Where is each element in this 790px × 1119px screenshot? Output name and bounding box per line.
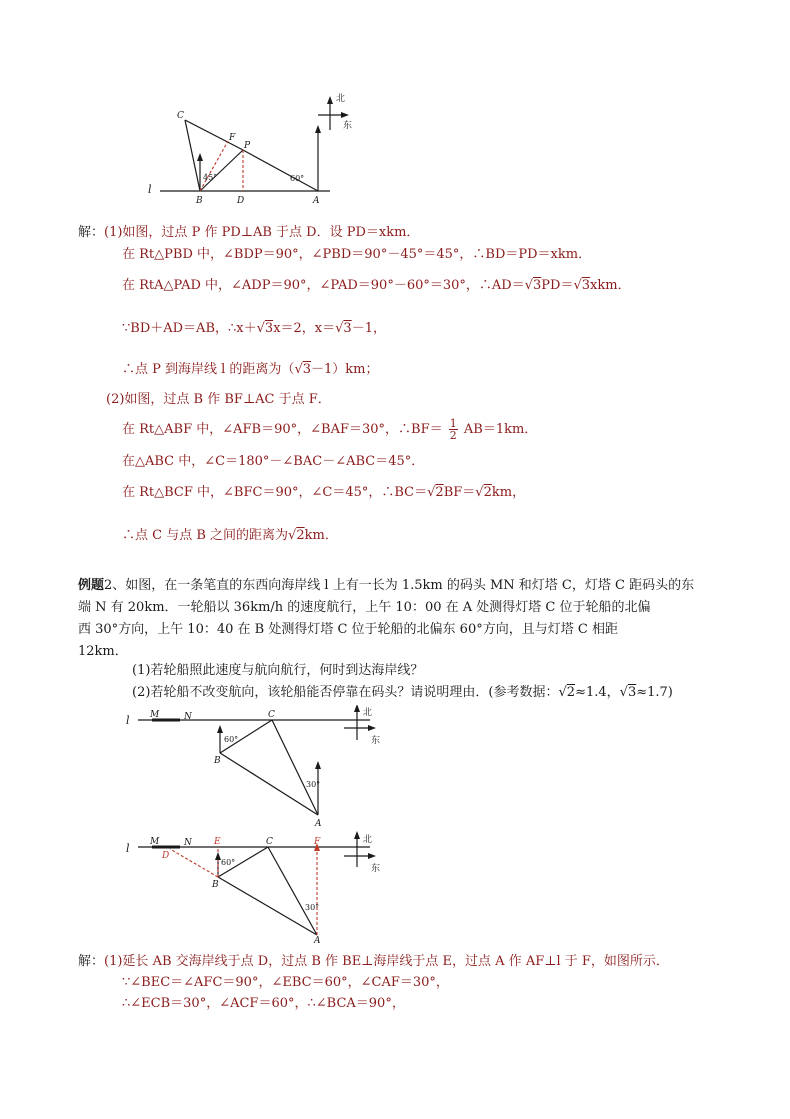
label-A: A [314,936,321,945]
solution-1-line-6: (2)如图，过点 B 作 BF⊥AC 于点 F． [106,392,331,407]
sqrt-symbol: √3 [294,362,312,377]
label-A: A [313,196,320,206]
figure-3 [120,830,390,945]
sqrt-symbol: √2 [475,485,492,500]
north-label: 北 [363,708,373,718]
example-2-line-3: 西 30°方向，上午 10：40 在 B 处测得灯塔 C 位于轮船的北偏东 60°方向，且与灯塔 C 相距 [78,622,618,637]
solution-1-line-9: 在 Rt△BCF 中，∠BFC＝90°，∠C＝45°，∴BC＝√2BF＝√2km， [122,485,526,500]
label-D: D [237,196,245,206]
north-label: 北 [336,94,346,104]
east-label: 东 [371,736,381,746]
label-F: F [229,133,236,143]
solution-1-line-3: 在 RtA△PAD 中，∠ADP＝90°，∠PAD＝90°－60°＝30°，∴AD＝√3PD＝√3xkm． [122,278,631,293]
solution-1-line-8: 在△ABC 中，∠C＝180°－∠BAC－∠ABC＝45°． [122,454,425,469]
example-2-line-1: 例题2、如图，在一条笔直的东西向海岸线 l 上有一长为 1.5km 的码头 MN 和灯塔 C，灯塔 C 距码头的东 [78,578,695,593]
sqrt-symbol: √3 [619,685,637,700]
sqrt-symbol: √3 [524,278,542,293]
sqrt-symbol: √3 [256,321,274,336]
sqrt-symbol: √2 [288,528,305,543]
seg-BD-dashed [170,849,218,877]
label-B: B [196,196,203,206]
label-B: B [212,880,219,890]
solution-1-line-4: ∵BD＋AD＝AB，∴x＋√3x＝2，x＝√3－1， [122,321,386,336]
angle-45: 45° [203,173,218,182]
sqrt-symbol: √3 [573,278,591,293]
north-label: 北 [363,835,373,845]
label-P: P [244,141,251,151]
example-2-question-2: (2)若轮船不改变航向，该轮船能否停靠在码头？请说明理由．(参考数据：√2≈1.4，√3≈1.7) [132,685,673,700]
sqrt-symbol: √2 [558,685,576,700]
seg-BA [218,877,320,935]
angle-60: 60° [290,174,305,183]
label-N: N [184,712,192,722]
angle-30: 30° [305,903,320,912]
fraction-half: $\frac{1}{2}$ [449,417,457,442]
sqrt-symbol: √3 [335,321,352,336]
seg-CA [268,847,320,935]
example-2-line-2: 端 N 有 20km．一轮船以 36km/h 的速度航行，上午 10：00 在 A 处测得灯塔 C 位于轮船的北偏 [78,600,651,615]
label-C: C [266,837,273,847]
solution-1-line-10: ∴点 C 与点 B 之间的距离为√2km． [122,528,338,543]
seg-PA [243,150,318,191]
solution-1-line-2: 在 Rt△PBD 中，∠BDP＝90°，∠PBD＝90°－45°＝45°，∴BD＝PD＝xkm． [122,247,592,262]
solution-2-line-3: ∴∠ECB＝30°，∠ACF＝60°，∴∠BCA＝90°， [122,996,405,1011]
solution-1-line-7: 在 Rt△ABF 中，∠AFB＝90°，∠BAF＝30°，∴BF＝ $\frac{1}{2}$ AB＝1km． [122,417,538,442]
angle-60: 60° [224,735,239,744]
label-B: B [214,756,221,766]
figure-1 [140,85,370,210]
figure-2 [120,705,390,830]
solution-2-line-1: 解：(1)延长 AB 交海岸线于点 D，过点 B 作 BE⊥海岸线于点 E，过点 A 作 AF⊥l 于 F，如图所示． [78,954,669,969]
solution-1-line-5: ∴点 P 到海岸线 l 的距离为（√3－1）km； [122,362,379,377]
label-C: C [177,111,184,121]
label-D: D [162,851,170,861]
east-label: 东 [343,121,353,131]
label-C: C [268,710,275,720]
solution-2-line-2: ∵∠BEC＝∠AFC＝90°，∠EBC＝60°，∠CAF＝30°， [122,975,449,990]
sqrt-symbol: √2 [427,485,444,500]
seg-CB [185,120,200,191]
angle-60: 60° [221,858,236,867]
label-E: E [214,837,221,847]
label-M: M [150,837,160,847]
example-2-question-1: (1)若轮船照此速度与航向航行，何时到达海岸线？ [132,663,424,678]
label-l: l [126,842,130,855]
label-l: l [148,183,152,196]
label-F: F [314,837,321,847]
label-A: A [315,819,322,829]
east-label: 东 [371,864,381,874]
example-title: 例题 [78,578,105,593]
example-2-line-4: 12km． [78,644,128,659]
label-l: l [126,714,130,727]
label-M: M [150,710,160,720]
angle-30: 30° [306,780,321,789]
seg-BF-dashed [200,141,228,191]
solution-1-line-1: 解：(1)如图，过点 P 作 PD⊥AB 于点 D．设 PD＝xkm． [78,225,420,240]
seg-BP [200,150,243,191]
label-N: N [184,838,192,848]
